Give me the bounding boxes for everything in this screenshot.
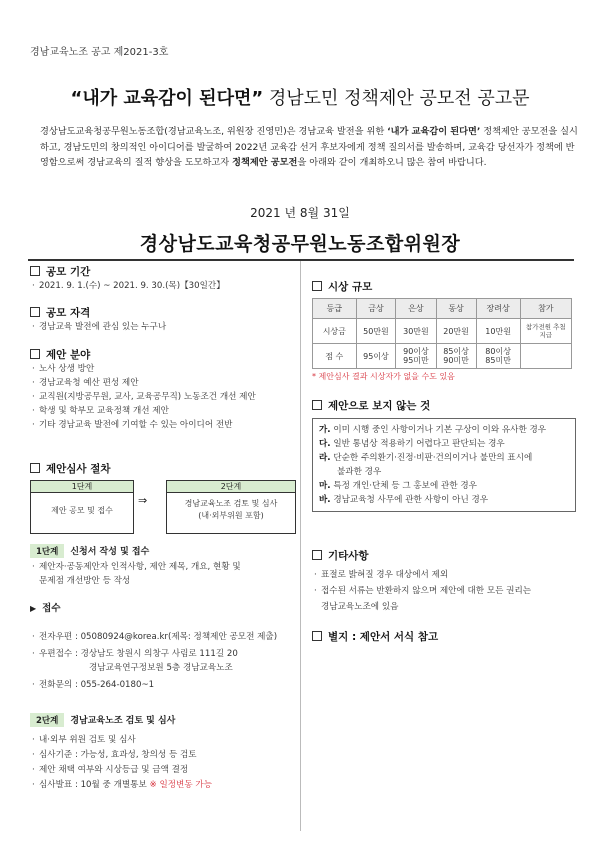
etc-list — [314, 567, 531, 615]
list-item: 다. 일반 통념상 적용하기 어렵다고 판단되는 경우 — [319, 439, 505, 449]
schedule-note: ※ 일정변동 가능 — [149, 780, 212, 790]
procedure-heading: 제안심사 절차 — [30, 461, 111, 476]
arrow-right-icon: ⇒ — [138, 494, 148, 507]
excluded-heading: 제안으로 보지 않는 것 — [312, 398, 430, 413]
list-item: · 학생 및 학부모 교육정책 개선 제안 — [32, 406, 169, 416]
step-1-header: 1단계 — [31, 481, 133, 493]
mail-line-2: 경남교육연구정보원 5층 경남교육노조 — [89, 663, 233, 673]
awards-note: * 제안심사 결과 시상자가 없을 수도 있음 — [312, 372, 455, 381]
checkbox-square-icon — [30, 349, 40, 359]
checkbox-square-icon — [312, 550, 322, 560]
table-row: 시상금 50만원 30만원 20만원 10만원 참가전원 추첨 지급 — [313, 319, 572, 344]
checkbox-square-icon — [312, 400, 322, 410]
list-item: 가. 이미 시행 중인 사항이거나 기본 구상이 이와 유사한 경우 — [319, 425, 547, 435]
attachment-heading: 별지 : 제안서 서식 참고 — [312, 629, 438, 644]
stage-1-badge: 1단계 — [30, 544, 64, 558]
etc-heading: 기타사항 — [312, 548, 369, 563]
list-item: 마. 특정 개인·단체 등 그 홍보에 관한 경우 — [319, 481, 477, 491]
qualification-text: · 경남교육 발전에 관심 있는 누구나 — [32, 322, 167, 332]
intro-text-2: 정책제안 공모전을 실시하고, 경남도민의 창의적인 아이디어를 발굴하여 2022년 교육감 선거 후보자에게 정책 질의서를 발송하며, 교육감 당선자가 정책에 반영함으로써 경남교육의 질적 향상을 도모하고자 — [40, 126, 578, 168]
step-2-body: 경남교육노조 검토 및 심사 (내·외부위원 포함) — [184, 499, 278, 520]
list-item: · 심사발표 : 10월 중 개별통보 ※ 일정변동 가능 — [32, 780, 212, 790]
list-item: 바. 경남교육청 사무에 관한 사항이 아닌 경우 — [319, 495, 489, 505]
stage-2-list — [32, 733, 212, 793]
list-item: · 교직원(지방공무원, 교사, 교육공무직) 노동조건 개선 제안 — [32, 392, 256, 402]
excluded-box — [312, 418, 576, 512]
intro-bold-2: 정책제안 공모전 — [232, 157, 298, 168]
checkbox-square-icon — [30, 463, 40, 473]
list-item: · 심사기준 : 가능성, 효과성, 창의성 등 검토 — [32, 750, 197, 760]
document-number: 경남교육노조 공고 제2021-3호 — [30, 47, 169, 58]
list-item: · 내·외부 위원 검토 및 심사 — [32, 735, 136, 745]
phone-line: · 전화문의 : 055-264-0180~1 — [32, 680, 155, 690]
table-header-row: 등급 금상 은상 동상 장려상 참가 — [313, 299, 572, 319]
list-item: · 노사 상생 방안 — [32, 364, 95, 374]
intro-bold-1: ‘내가 교육감이 된다면’ — [387, 126, 481, 137]
list-item: 라. 단순한 주의환기·진정·비판·건의이거나 불만의 표시에 — [319, 453, 533, 463]
stage-1-list — [32, 560, 241, 588]
receipt-heading: ▶ 접수 — [30, 603, 61, 614]
checkbox-square-icon — [312, 281, 322, 291]
procedure-step-1 — [30, 480, 134, 534]
fields-list — [32, 362, 256, 432]
title-rest: 경남도민 정책제안 공모전 공고문 — [263, 88, 530, 109]
header-divider — [28, 259, 574, 261]
list-item: · 접수된 서류는 반환하지 않으며 제안에 대한 모든 권리는 — [314, 586, 532, 596]
list-item: 문제점 개선방안 등 작성 — [39, 576, 131, 586]
awards-heading: 시상 규모 — [312, 279, 372, 294]
qualification-heading: 공모 자격 — [30, 305, 90, 320]
list-item: · 제안자·공동제안자 인적사항, 제안 제목, 개요, 현황 및 — [32, 562, 241, 572]
step-2-header: 2단계 — [167, 481, 295, 493]
list-item: · 표절로 밝혀질 경우 대상에서 제외 — [314, 570, 449, 580]
list-item: 불과한 경우 — [337, 467, 382, 477]
step-1-body: 제안 공모 및 접수 — [51, 506, 113, 515]
email-line: · 전자우편 : 05080924@korea.kr(제목: 정책제안 공모전 제출) — [32, 632, 278, 642]
organization-name: 경상남도교육청공무원노동조합위원장 — [139, 233, 461, 255]
stage-2-heading: 2단계 경남교육노조 검토 및 심사 — [30, 713, 175, 727]
list-item: · 기타 경남교육 발전에 기여할 수 있는 아이디어 전반 — [32, 420, 233, 430]
list-item: 경남교육노조에 있음 — [321, 602, 399, 612]
stage-1-heading: 1단계 신청서 작성 및 접수 — [30, 544, 149, 558]
document-title — [0, 84, 600, 110]
mail-line: · 우편접수 : 경상남도 창원시 의창구 사림로 111길 20 — [32, 649, 238, 659]
checkbox-square-icon — [312, 631, 322, 641]
procedure-step-2 — [166, 480, 296, 534]
checkbox-square-icon — [30, 307, 40, 317]
intro-text-1: 경상남도교육청공무원노동조합(경남교육노조, 위원장 진영민)은 경남교육 발전을 위한 — [40, 126, 388, 137]
triangle-right-icon: ▶ — [30, 604, 37, 613]
announcement-date: 2021 년 8월 31일 — [250, 206, 350, 220]
intro-paragraph — [40, 124, 580, 171]
intro-text-3: 을 아래와 같이 개최하오니 많은 참여 바랍니다. — [297, 157, 487, 168]
list-item: · 경남교육청 예산 편성 제안 — [32, 378, 139, 388]
fields-heading: 제안 분야 — [30, 347, 90, 362]
list-item: · 제안 채택 여부와 시상등급 및 금액 결정 — [32, 765, 189, 775]
table-row: 점 수 95이상 90이상 95미만 85이상 90미만 80이상 85미만 — [313, 344, 572, 369]
awards-table — [312, 298, 572, 369]
period-text: · 2021. 9. 1.(수) ~ 2021. 9. 30.(목)【30일간】 — [32, 281, 225, 291]
title-quoted: “내가 교육감이 된다면” — [70, 88, 264, 109]
checkbox-square-icon — [30, 266, 40, 276]
column-divider — [300, 261, 301, 831]
period-heading: 공모 기간 — [30, 264, 90, 279]
receipt-list — [32, 630, 277, 692]
stage-2-badge: 2단계 — [30, 713, 64, 727]
